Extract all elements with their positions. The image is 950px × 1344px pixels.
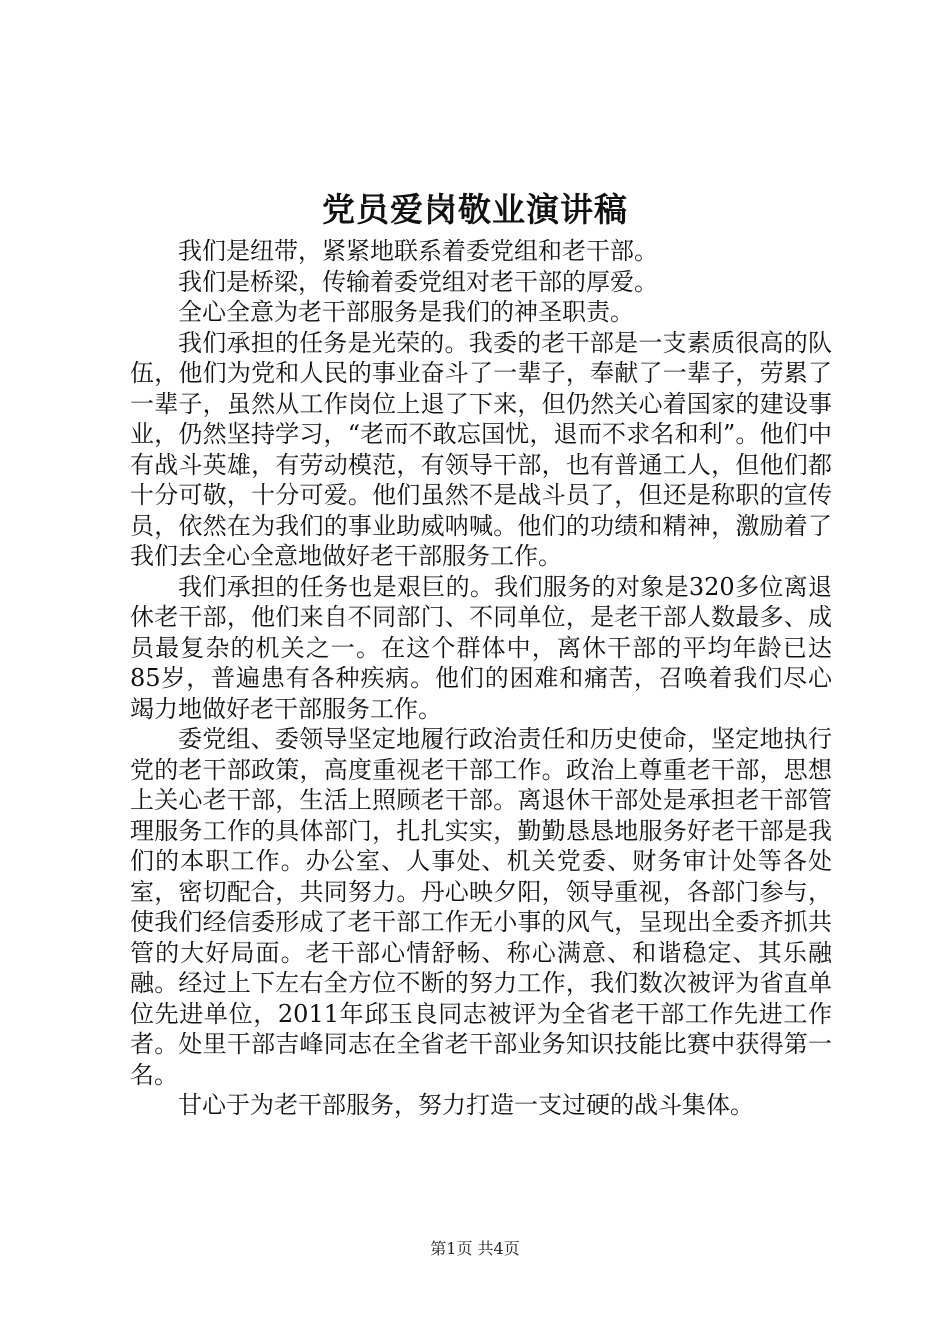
document-body — [130, 236, 832, 1121]
paragraph: 委党组、委领导坚定地履行政治责任和历史使命，坚定地执行党的老干部政策，高度重视老干部工作。政治上尊重老干部，思想上关心老干部，生活上照顾老干部。离退休干部处是承担老干部管理服务工作的具体部门，扎扎实实，勤勤恳恳地服务好老干部是我们的本职工作。办公室、人事处、机关党委、财务审计处等各处室，密切配合，共同努力。丹心映夕阳，领导重视，各部门参与，使我们经信委形成了老干部工作无小事的风气，呈现出全委齐抓共管的大好局面。老干部心情舒畅、称心满意、和谐稳定、其乐融融。经过上下左右全方位不断的努力工作，我们数次被评为省直单位先进单位，2011年邱玉良同志被评为全省老干部工作先进工作者。处里干部吉峰同志在全省老干部业务知识技能比赛中获得第一名。 — [130, 725, 832, 1089]
paragraph: 全心全意为老干部服务是我们的神圣职责。 — [178, 298, 634, 326]
paragraph: 我们承担的任务也是艰巨的。我们服务的对象是320多位离退休老干部，他们来自不同部门、不同单位，是老干部人数最多、成员最复杂的机关之一。在这个群体中，离休干部的平均年龄已达85岁，普遍患有各种疾病。他们的困难和痛苦，召唤着我们尽心竭力地做好老干部服务工作。 — [130, 572, 832, 723]
page-number-footer: 第1页 共4页 — [430, 1239, 520, 1258]
paragraph: 甘心于为老干部服务，努力打造一支过硬的战斗集体。 — [178, 1091, 754, 1119]
paragraph: 我们是纽带，紧紧地联系着委党组和老干部。 — [178, 237, 658, 265]
paragraph: 我们是桥梁，传输着委党组对老干部的厚爱。 — [178, 267, 658, 296]
document-title: 党员爱岗敬业演讲稿 — [322, 190, 628, 229]
paragraph: 我们承担的任务是光荣的。我委的老干部是一支素质很高的队伍，他们为党和人民的事业奋斗了一辈子，奉献了一辈子，劳累了一辈子，虽然从工作岗位上退了下来，但仍然关心着国家的建设事业，仍然坚持学习，“老而不敢忘国忧，退而不求名和利”。他们中有战斗英雄，有劳动模范，有领导干部，也有普通工人，但他们都十分可敬，十分可爱。他们虽然不是战斗员了，但还是称职的宣传员，依然在为我们的事业助威呐喊。他们的功绩和精神，激励着了我们去全心全意地做好老干部服务工作。 — [130, 328, 832, 570]
